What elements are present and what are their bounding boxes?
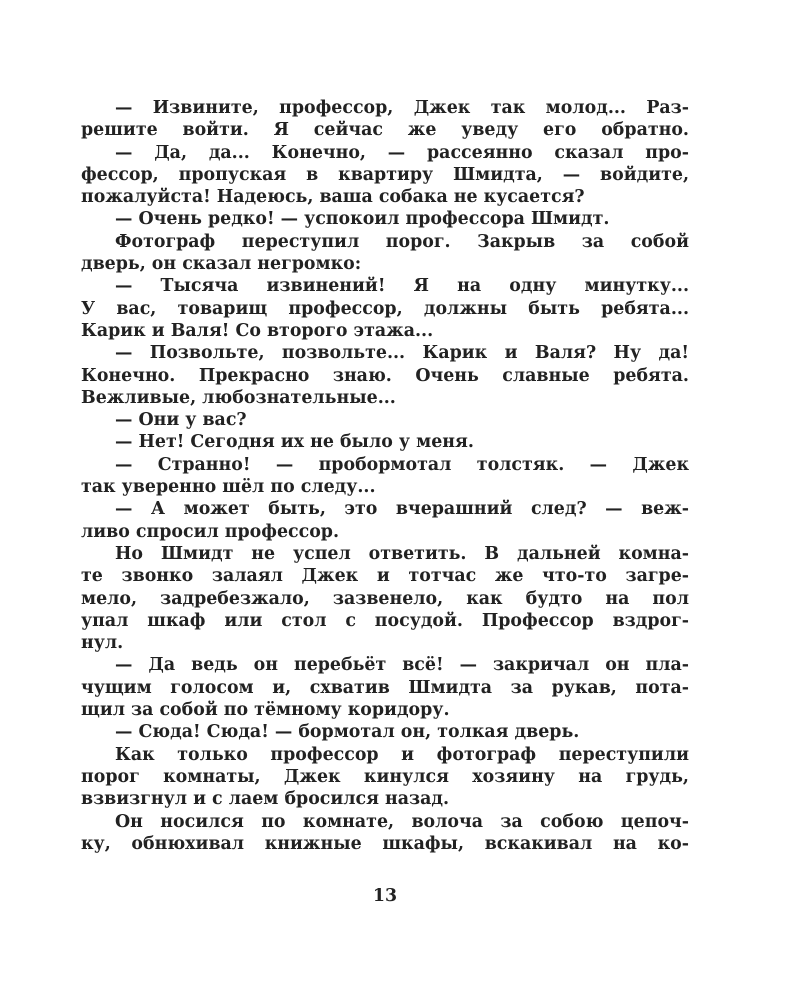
text-line: Фотограф переступил порог. Закрыв за собой xyxy=(115,231,689,252)
text-line: — Нет! Сегодня их не было у меня. xyxy=(115,432,474,453)
text-line: — А может быть, это вчерашний след? — веж- xyxy=(115,499,689,520)
text-line: Как только профессор и фотограф переступили xyxy=(115,744,689,765)
text-line: — Да, да... Конечно, — рассеянно сказал про- xyxy=(115,142,689,163)
text-line: Карик и Валя! Со второго этажа... xyxy=(81,320,434,341)
text-line: пожалуйста! Надеюсь, ваша собака не кусается? xyxy=(81,187,585,208)
text-line: — Извините, профессор, Джек так молод... Раз- xyxy=(115,98,689,118)
text-line: нул. xyxy=(81,633,124,654)
page-number: 13 xyxy=(372,886,398,906)
text-line: — Тысяча извинений! Я на одну минутку... xyxy=(115,276,689,297)
text-line: фессор, пропуская в квартиру Шмидта, — войдите, xyxy=(81,164,689,185)
text-line: порог комнаты, Джек кинулся хозяину на грудь, xyxy=(81,766,689,787)
text-line: — Они у вас? xyxy=(115,410,247,431)
text-line: чущим голосом и, схватив Шмидта за рукав, пота- xyxy=(81,677,689,698)
text-line: ку, обнюхивал книжные шкафы, вскакивал на ко- xyxy=(81,833,689,854)
text-line: решите войти. Я сейчас же уведу его обратно. xyxy=(81,120,689,141)
text-line: — Сюда! Сюда! — бормотал он, толкая дверь. xyxy=(115,722,580,743)
page-text xyxy=(81,97,689,855)
text-line: У вас, товарищ профессор, должны быть ребята... xyxy=(81,298,689,319)
text-line: Но Шмидт не успел ответить. В дальней комна- xyxy=(115,543,689,564)
text-line: те звонко залаял Джек и тотчас же что-то загре- xyxy=(81,566,689,587)
text-line: ливо спросил профессор. xyxy=(81,521,340,542)
text-line: — Странно! — пробормотал толстяк. — Джек xyxy=(115,454,689,475)
text-line: — Да ведь он перебьёт всё! — закричал он пла- xyxy=(115,655,689,676)
text-line: щил за собой по тёмному коридору. xyxy=(81,700,450,721)
text-line: Конечно. Прекрасно знаю. Очень славные ребята. xyxy=(81,365,689,386)
text-line: мело, задребезжало, зазвенело, как будто на пол xyxy=(81,588,689,609)
text-line: упал шкаф или стол с посудой. Профессор вздрог- xyxy=(81,610,689,631)
text-line: так уверенно шёл по следу... xyxy=(81,477,376,498)
text-line: Он носился по комнате, волоча за собою цепоч- xyxy=(115,811,689,832)
text-line: взвизгнул и с лаем бросился назад. xyxy=(81,789,450,810)
text-line: Вежливые, любознательные... xyxy=(81,387,396,408)
text-line: — Очень редко! — успокоил профессора Шмидт. xyxy=(115,209,610,230)
text-line: дверь, он сказал негромко: xyxy=(81,254,362,275)
text-line: — Позвольте, позвольте... Карик и Валя? Ну да! xyxy=(115,343,689,364)
